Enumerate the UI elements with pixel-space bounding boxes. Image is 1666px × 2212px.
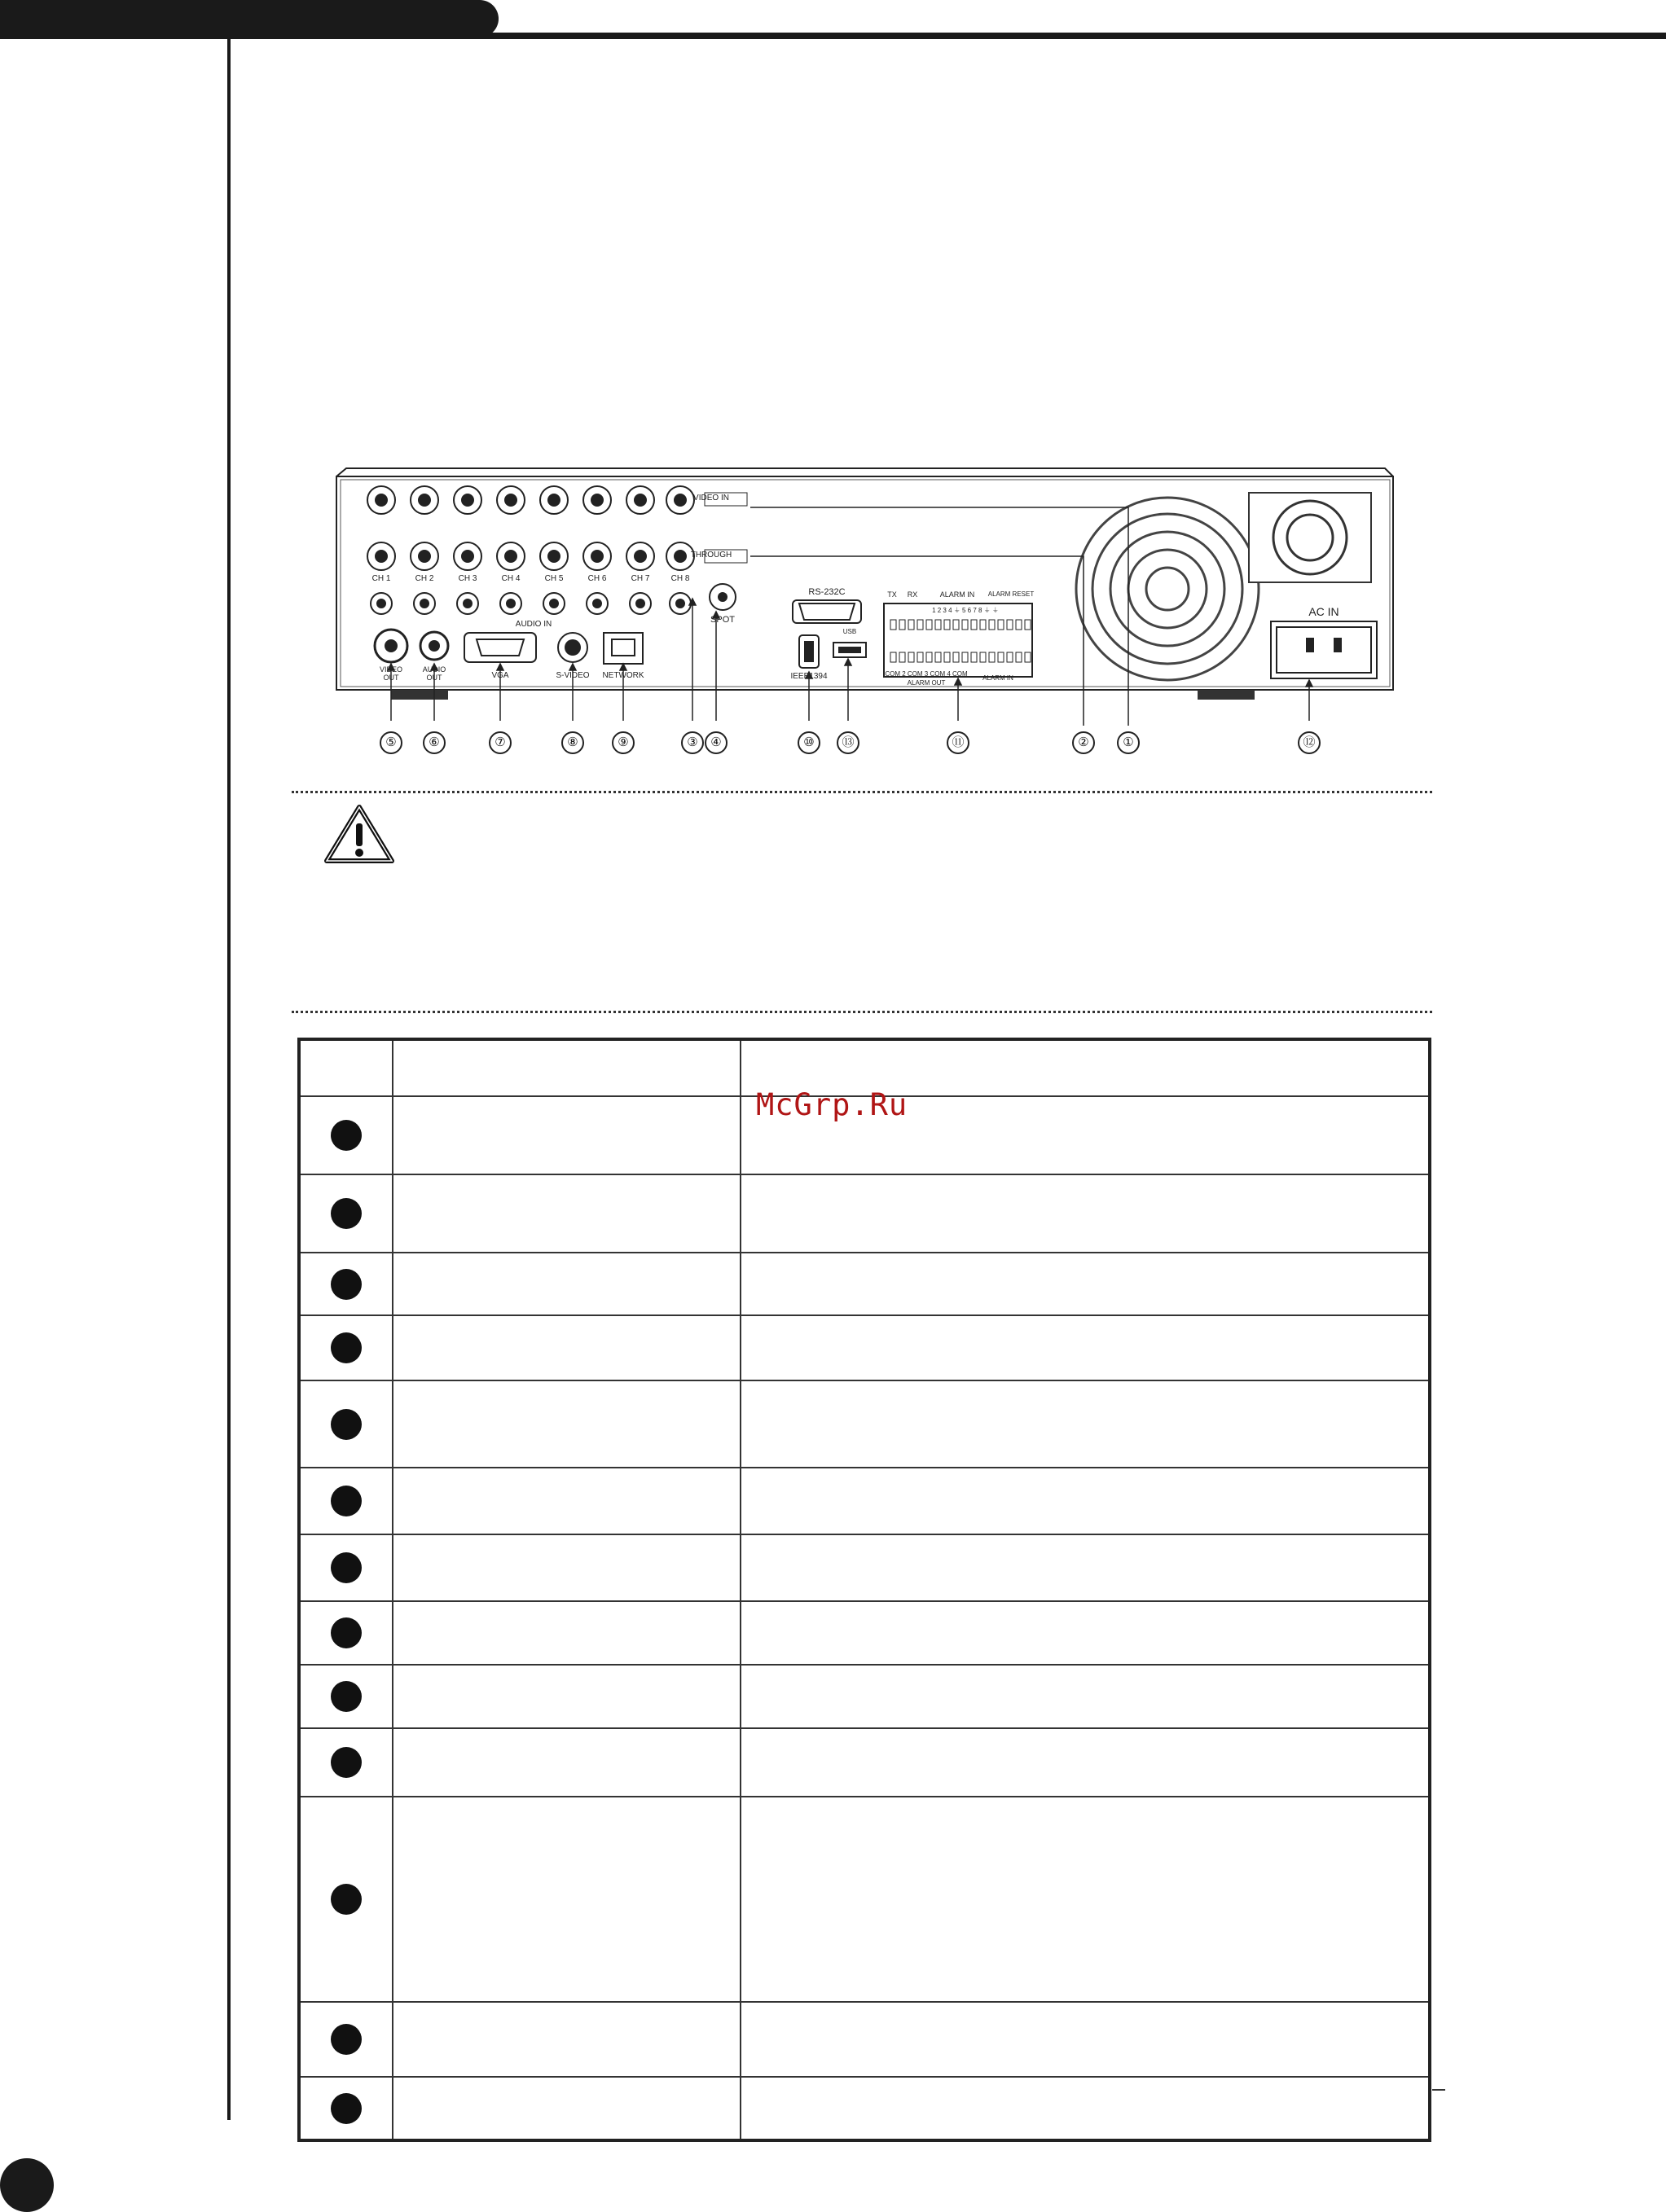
audio-pin (593, 599, 601, 608)
audio-pin (420, 599, 429, 608)
audio-pin (676, 599, 684, 608)
rear-panel-diagram (314, 460, 1418, 761)
callout-7: ⑦ (489, 731, 512, 754)
watermark: McGrp.Ru (756, 1087, 908, 1122)
video-in-label: VIDEO IN (693, 494, 729, 503)
bnc-pin (462, 551, 473, 562)
terminal-pin-icon (1016, 620, 1022, 630)
callout-5: ⑤ (380, 731, 402, 754)
terminal-pin-icon (917, 652, 923, 662)
channel-label: CH 3 (458, 574, 477, 583)
table-row (299, 1253, 1430, 1315)
row-number-badge (331, 1332, 362, 1363)
callout-8: ⑧ (561, 731, 584, 754)
terminal-pin-icon (962, 620, 968, 630)
terminal-pin-icon (971, 620, 977, 630)
channel-label: CH 6 (587, 574, 607, 583)
audio-pin (507, 599, 515, 608)
terminal-pin-icon (980, 620, 986, 630)
terminal-pin-icon (980, 652, 986, 662)
terminal-pin-icon (971, 652, 977, 662)
video-out-label: VIDEO OUT (379, 665, 402, 682)
channel-label: CH 4 (501, 574, 521, 583)
bnc-pin (548, 551, 560, 562)
audio-pin (636, 599, 644, 608)
header-cell (299, 1039, 393, 1096)
row-number-badge (331, 1269, 362, 1300)
terminal-pin-icon (926, 620, 932, 630)
terminal-pin-icon (899, 620, 905, 630)
channel-label: CH 8 (670, 574, 690, 583)
bnc-pin (462, 494, 473, 506)
vga-label: VGA (491, 671, 509, 680)
row-number-badge (331, 1120, 362, 1151)
bnc-pin (376, 494, 387, 506)
caution-bottom-rule (292, 1011, 1432, 1013)
audio-pin (464, 599, 472, 608)
bnc-pin (675, 494, 686, 506)
alarm-in-top-label: ALARM IN (939, 590, 975, 599)
terminal-pin-icon (899, 652, 905, 662)
bnc-pin (635, 551, 646, 562)
table-row (299, 2002, 1430, 2077)
callout-4: ④ (705, 731, 728, 754)
terminal-pin-icon (998, 620, 1004, 630)
table-row (299, 1797, 1430, 2002)
terminal-pin-icon (935, 652, 941, 662)
row-number-badge (331, 1409, 362, 1440)
through-label: THROUGH (690, 551, 732, 560)
row-number-badge (331, 1198, 362, 1229)
bnc-pin (376, 551, 387, 562)
terminal-pin-icon (944, 620, 950, 630)
connector-spec-table (297, 1038, 1431, 2142)
terminal-pin-icon (953, 652, 959, 662)
alarm-in-bottom-label: ALARM IN (982, 674, 1013, 682)
terminal-pin-icon (890, 652, 896, 662)
terminal-pin-icon (926, 652, 932, 662)
terminal-pin-icon (989, 620, 995, 630)
terminal-pin-icon (1025, 652, 1031, 662)
terminal-pin-icon (890, 620, 896, 630)
row-number-badge (331, 2024, 362, 2055)
left-margin-rule (227, 39, 231, 2120)
terminal-pin-icon (917, 620, 923, 630)
table-row (299, 1728, 1430, 1797)
audio-pin (550, 599, 558, 608)
callout-6: ⑥ (423, 731, 446, 754)
table-row (299, 1534, 1430, 1601)
table-row (299, 1174, 1430, 1253)
terminal-pin-icon (998, 652, 1004, 662)
terminal-pin-icon (989, 652, 995, 662)
bnc-pin (419, 494, 430, 506)
terminal-pin-icon (935, 620, 941, 630)
terminal-pin-icon (953, 620, 959, 630)
network-label: NETWORK (602, 671, 644, 680)
caution-triangle-icon (322, 802, 397, 866)
table-row (299, 1468, 1430, 1534)
channel-label: CH 1 (371, 574, 391, 583)
row-number-badge (331, 1552, 362, 1583)
terminal-pin-icon (1016, 652, 1022, 662)
callout-10: ⑩ (798, 731, 820, 754)
table-row (299, 1380, 1430, 1468)
rear-panel-drawing (314, 460, 1418, 761)
callout-3: ③ (681, 731, 704, 754)
callout-9: ⑨ (612, 731, 635, 754)
callout-2: ② (1072, 731, 1095, 754)
terminal-pin-icon (962, 652, 968, 662)
tx-label: TX (887, 590, 897, 599)
channel-label: CH 5 (544, 574, 564, 583)
alarm-reset-label: ALARM RESET (987, 590, 1035, 598)
terminal-pin-icon (1007, 620, 1013, 630)
table-row (299, 1601, 1430, 1665)
terminal-pin-icon (1007, 652, 1013, 662)
header-rule (0, 33, 1666, 39)
table-row (299, 1315, 1430, 1380)
channel-label: CH 2 (415, 574, 434, 583)
bnc-pin (419, 551, 430, 562)
audio-pin (377, 599, 385, 608)
rx-label: RX (907, 590, 918, 599)
row-number-badge (331, 1681, 362, 1712)
callout-11: ⑪ (947, 731, 969, 754)
page-number-dot (0, 2158, 54, 2212)
terminal-pin-icon (1025, 620, 1031, 630)
header-cell (393, 1039, 741, 1096)
alarm-out-label: ALARM OUT (907, 679, 946, 687)
ac-inlet-icon (1277, 627, 1371, 673)
terminal-pin-icon (944, 652, 950, 662)
audio-out-label: AUDIO OUT (422, 665, 446, 682)
bnc-pin (591, 494, 603, 506)
callout-13: ⑬ (837, 731, 859, 754)
margin-tick (1432, 2089, 1445, 2091)
row-number-badge (331, 1747, 362, 1778)
ac-in-label: AC IN (1308, 605, 1339, 618)
audio-in-label: AUDIO IN (515, 620, 552, 629)
table-row (299, 2077, 1430, 2140)
psu-vent-icon (1249, 493, 1371, 582)
table-row (299, 1665, 1430, 1728)
bnc-pin (675, 551, 686, 562)
alarm-in-numbers: 1 2 3 4 ⏚ 5 6 7 8 ⏚ ⏚ (932, 607, 999, 614)
caution-top-rule (292, 791, 1432, 793)
rs232c-label: RS-232C (808, 587, 846, 597)
callout-12: ⑫ (1298, 731, 1321, 754)
bnc-pin (505, 551, 517, 562)
callout-1: ① (1117, 731, 1140, 754)
com-labels: COM 2 COM 3 COM 4 COM (885, 670, 968, 678)
bnc-pin (505, 494, 517, 506)
terminal-pin-icon (908, 620, 914, 630)
spot-label: SPOT (710, 615, 735, 625)
terminal-pin-icon (908, 652, 914, 662)
s-video-label: S-VIDEO (556, 671, 590, 680)
bnc-pin (548, 494, 560, 506)
ieee1394-label: IEEE1394 (790, 672, 828, 681)
channel-label: CH 7 (631, 574, 650, 583)
row-number-badge (331, 2093, 362, 2124)
rs232c-connector-icon (799, 603, 855, 620)
bnc-pin (591, 551, 603, 562)
row-number-badge (331, 1617, 362, 1648)
bnc-pin (635, 494, 646, 506)
row-number-badge (331, 1884, 362, 1915)
row-number-badge (331, 1486, 362, 1516)
usb-label: USB (842, 628, 857, 635)
